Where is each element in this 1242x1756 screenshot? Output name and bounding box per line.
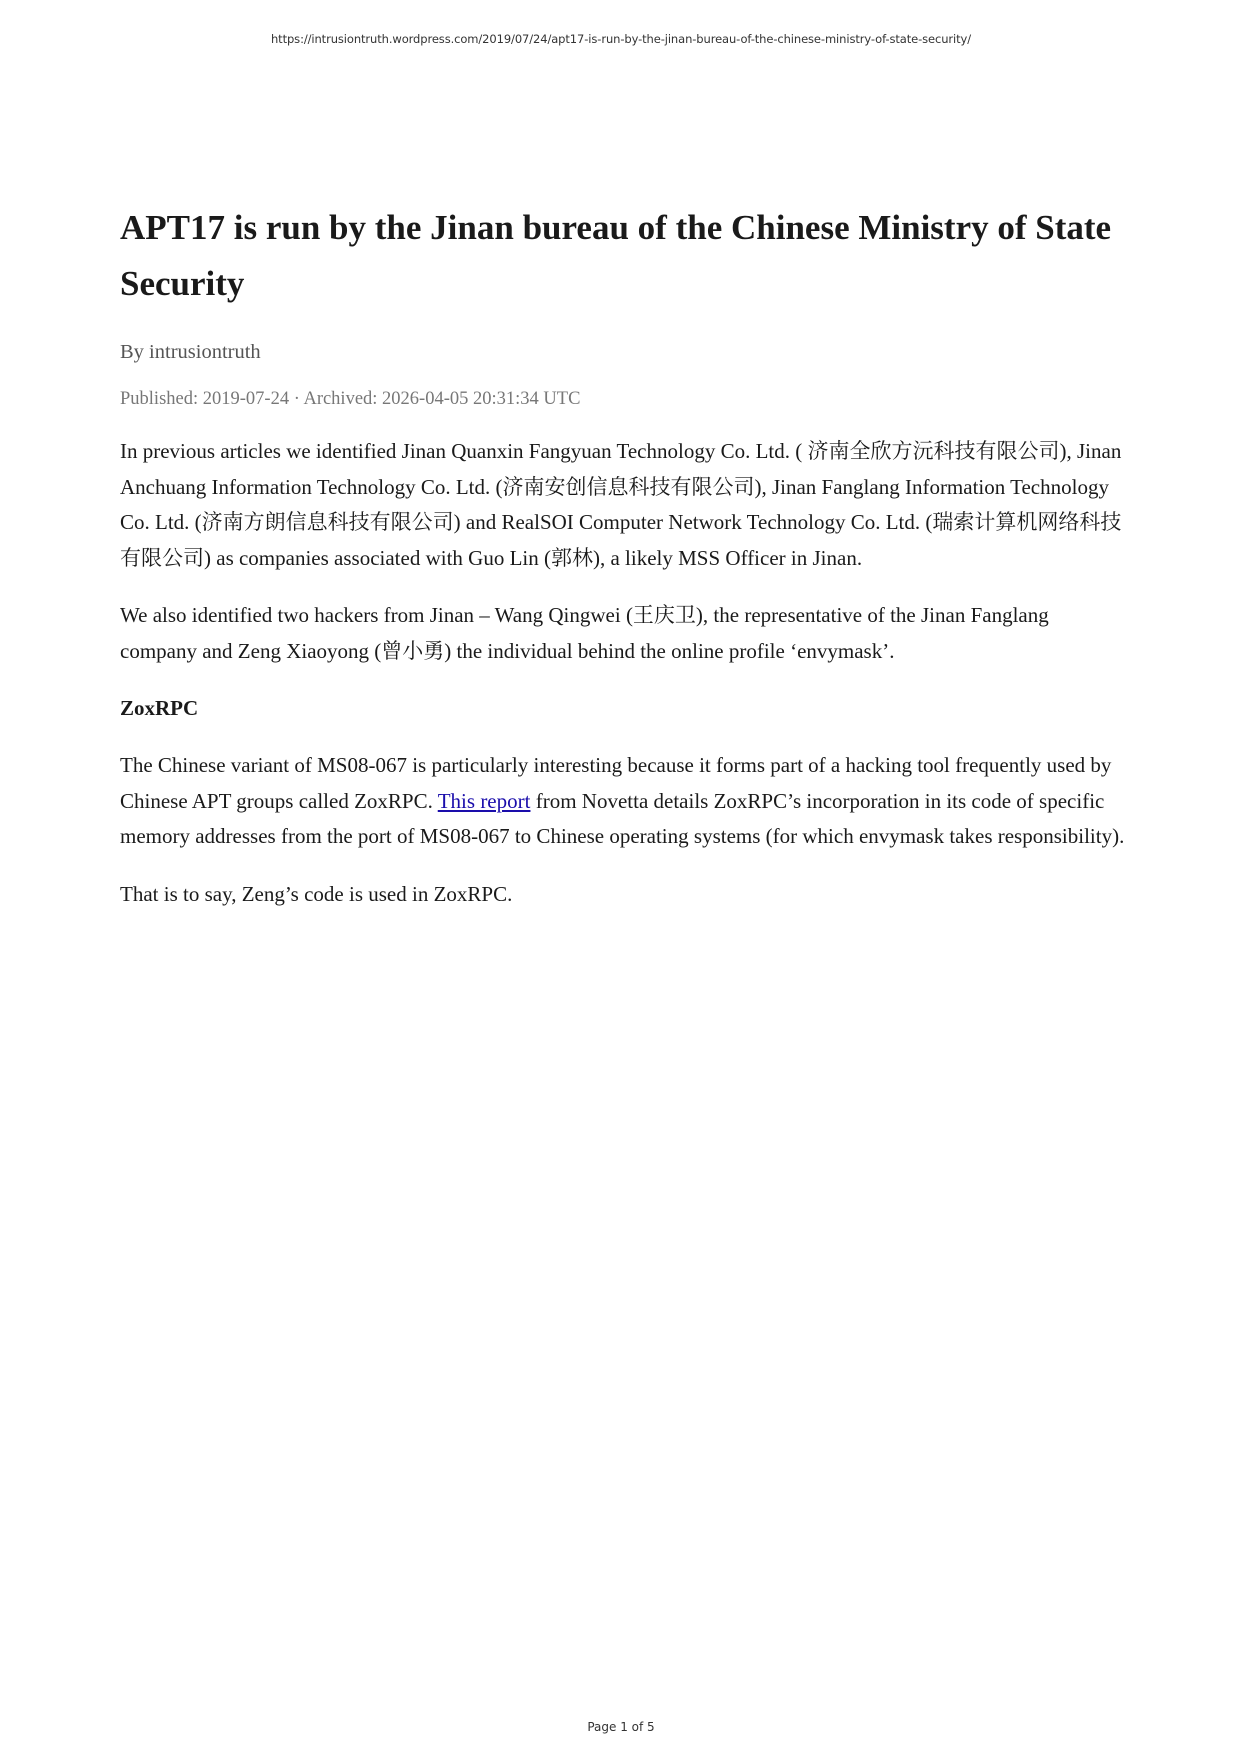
article: [120, 200, 1130, 912]
paragraph-1: In previous articles we identified Jinan Quanxin Fangyuan Technology Co. Ltd. ( 济南全欣方沅科技有限公司), Jinan Anchuang Information Technology Co. Ltd. (济南安创信息科技有限公司), Jinan Fanglang Information Technology Co. Ltd. (济南方朗信息科技有限公司) and RealSOI Computer Network Technology Co. Ltd. (瑞索计算机网络科技有限公司) as companies associated with Guo Lin (郭林), a likely MSS Officer in Jinan.: [120, 439, 1122, 570]
page-url-header: https://intrusiontruth.wordpress.com/2019/07/24/apt17-is-run-by-the-jinan-bureau-of-the-chinese-ministry-of-state-security/: [270, 32, 972, 46]
article-byline: By intrusiontruth: [120, 341, 261, 363]
paragraph-3-text-after: from Novetta details ZoxRPC’s incorporation in its code of specific memory addresses from the port of MS08-067 to Chinese operating systems (for which envymask takes responsibility).: [120, 788, 1125, 848]
section-heading-zoxrpc: ZoxRPC: [120, 696, 199, 720]
paragraph-2: We also identified two hackers from Jinan – Wang Qingwei (王庆卫), the representative of the Jinan Fanglang company and Zeng Xiaoyong (曾小勇) the individual behind the online profile ‘envymask’.: [120, 603, 1049, 663]
paragraph-3: [120, 748, 1130, 855]
article-title: APT17 is run by the Jinan bureau of the Chinese Ministry of State Security: [120, 208, 1112, 303]
paragraph-3-text-before: The Chinese variant of MS08-067 is particularly interesting because it forms part of a hacking tool frequently used by Chinese APT groups called ZoxRPC.: [120, 753, 1112, 813]
this-report-link[interactable]: This report: [437, 788, 531, 813]
page-number-footer: Page 1 of 5: [587, 1720, 655, 1734]
paragraph-4: That is to say, Zeng’s code is used in ZoxRPC.: [120, 881, 513, 906]
article-meta: Published: 2019-07-24 · Archived: 2026-04-05 20:31:34 UTC: [120, 389, 581, 409]
article-body: [120, 434, 1130, 912]
